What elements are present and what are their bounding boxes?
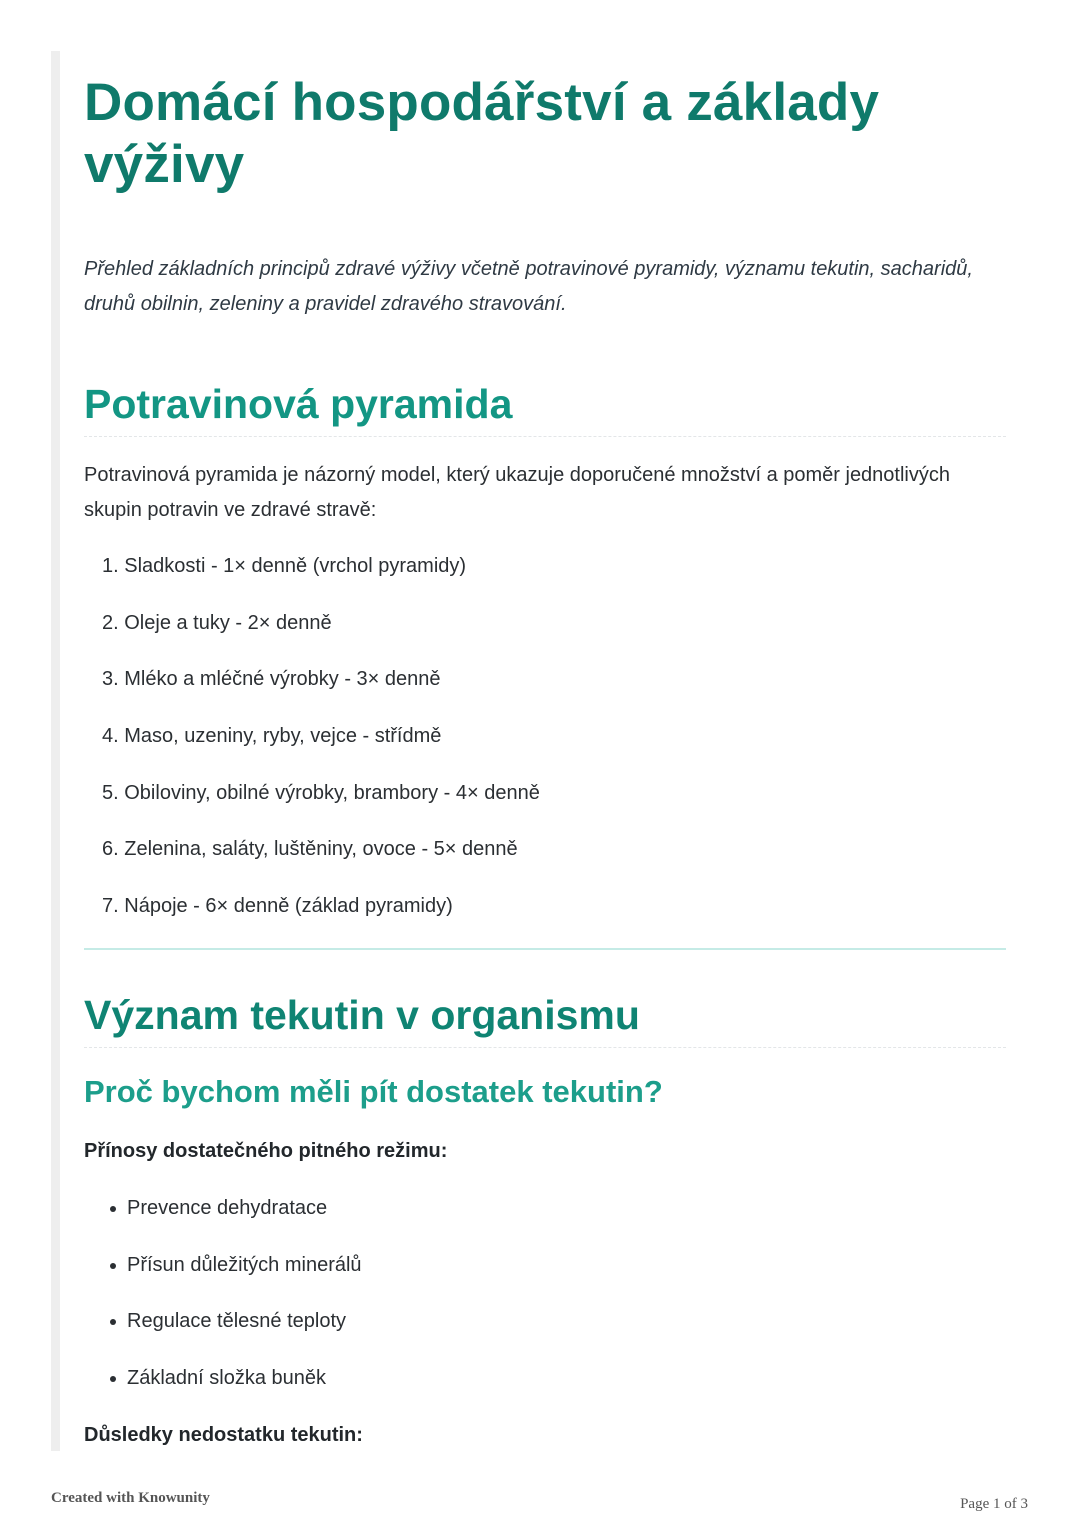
- bullet-icon: [110, 1263, 116, 1269]
- list-item: Základní složka buněk: [84, 1360, 362, 1417]
- list-item: Přísun důležitých minerálů: [84, 1247, 362, 1304]
- document-title: Domácí hospodářství a základy výživy: [84, 73, 880, 194]
- section-divider: [84, 948, 1006, 950]
- footer-created-with: Created with Knowunity: [51, 1490, 210, 1506]
- benefits-label: Přínosy dostatečného pitného režimu:: [84, 1140, 448, 1162]
- list-item: Prevence dehydratace: [84, 1190, 362, 1247]
- list-item: 7. Nápoje - 6× denně (základ pyramidy): [102, 895, 453, 918]
- benefits-list: [84, 1190, 362, 1417]
- consequences-label: Důsledky nedostatku tekutin:: [84, 1424, 363, 1446]
- footer-page-number: Page 1 of 3: [960, 1496, 1028, 1512]
- list-item: 6. Zelenina, saláty, luštěniny, ovoce - 5× denně: [102, 838, 518, 861]
- pyramid-list: [84, 548, 540, 945]
- document-subtitle: Přehled základních principů zdravé výživy včetně potravinové pyramidy, významu tekutin, sacharidů, druhů obilnin, zeleniny a pravidel zdravého stravování.: [84, 258, 973, 315]
- list-item: 5. Obiloviny, obilné výrobky, brambory - 4× denně: [102, 781, 540, 804]
- list-item: 2. Oleje a tuky - 2× denně: [102, 611, 332, 634]
- section-heading-fluids: Význam tekutin v organismu: [84, 989, 1006, 1048]
- pyramid-intro: Potravinová pyramida je názorný model, který ukazuje doporučené množství a poměr jednotlivých skupin potravin ve zdravé stravě:: [84, 464, 950, 521]
- list-item: Regulace tělesné teploty: [84, 1303, 362, 1360]
- section-subheading-fluids: Proč bychom měli pít dostatek tekutin?: [84, 1074, 663, 1109]
- list-item: 4. Maso, uzeniny, ryby, vejce - střídmě: [102, 725, 442, 748]
- bullet-icon: [110, 1206, 116, 1212]
- list-item: 1. Sladkosti - 1× denně (vrchol pyramidy): [102, 555, 467, 577]
- list-item: 3. Mléko a mléčné výrobky - 3× denně: [102, 668, 441, 691]
- section-heading-pyramid: Potravinová pyramida: [84, 378, 1006, 437]
- left-accent-bar: [51, 51, 60, 1451]
